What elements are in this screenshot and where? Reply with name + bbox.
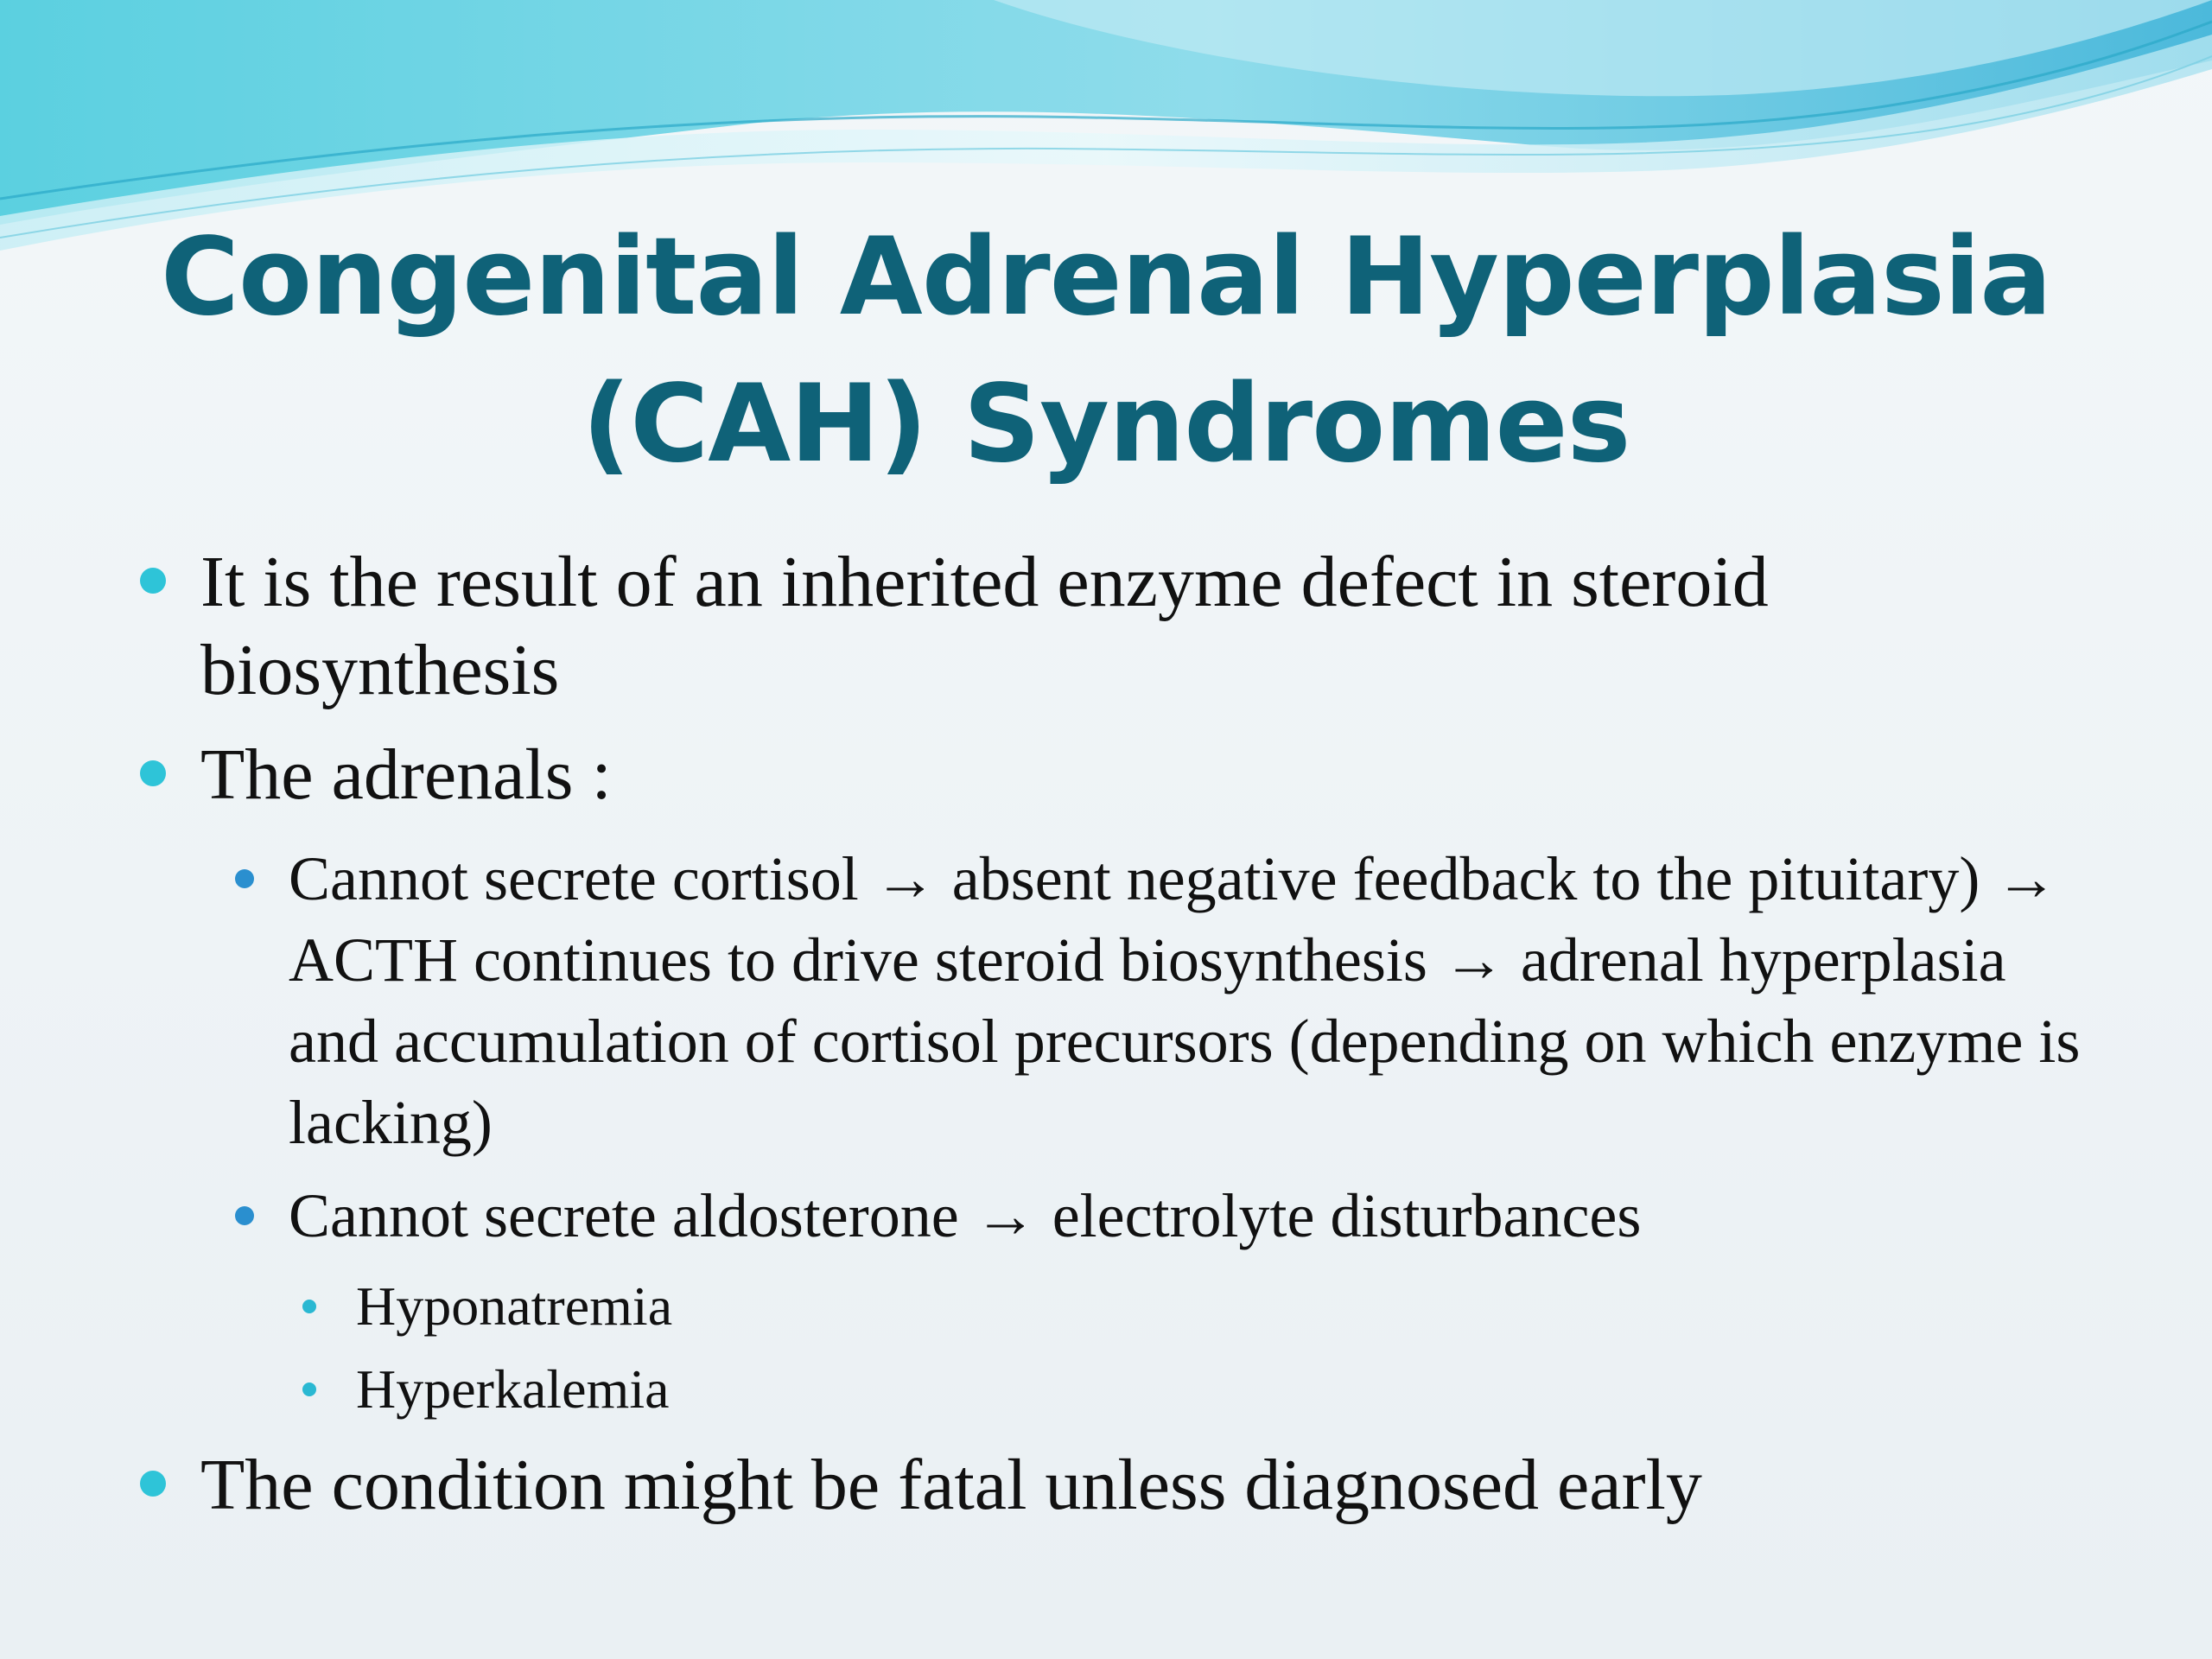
- bullet-text: The condition might be fatal unless diagnosed early: [200, 1445, 1702, 1525]
- bullet-dot: [140, 760, 166, 786]
- bullet-dot: [140, 1471, 166, 1497]
- bullet-item: [200, 1441, 2050, 1529]
- sub-bullet-item: [289, 1175, 2086, 1256]
- sub-sub-bullet-item: [356, 1355, 1911, 1424]
- bullet-dot: [235, 1206, 254, 1225]
- bullet-item: [200, 731, 2050, 819]
- bullet-dot: [302, 1300, 316, 1313]
- bullet-text: It is the result of an inherited enzyme defect in steroid biosynthesis: [200, 542, 1769, 710]
- sub-sub-bullet-item: [356, 1272, 1911, 1341]
- bullet-dot: [302, 1382, 316, 1396]
- bullet-item: [200, 538, 2050, 715]
- bullet-text: Cannot secrete aldosterone → electrolyte disturbances: [289, 1181, 1642, 1250]
- bullet-text: Hyponatremia: [356, 1275, 673, 1337]
- slide-title-line-1: Congenital Adrenal Hyperplasia: [161, 215, 2051, 340]
- bullet-dot: [235, 869, 254, 888]
- bullet-text: Hyperkalemia: [356, 1358, 670, 1420]
- slide-title-line-2: (CAH) Syndromes: [582, 362, 1630, 486]
- bullet-dot: [140, 568, 166, 594]
- bullet-text: The adrenals :: [200, 734, 612, 815]
- sub-bullet-item: [289, 838, 2086, 1163]
- bullet-text: Cannot secrete cortisol → absent negative feedback to the pituitary) → ACTH continues to drive steroid biosynthesis → adrenal hyperplasia and accumulation of cortisol precursors (depending on which enzyme is lacking): [289, 844, 2081, 1157]
